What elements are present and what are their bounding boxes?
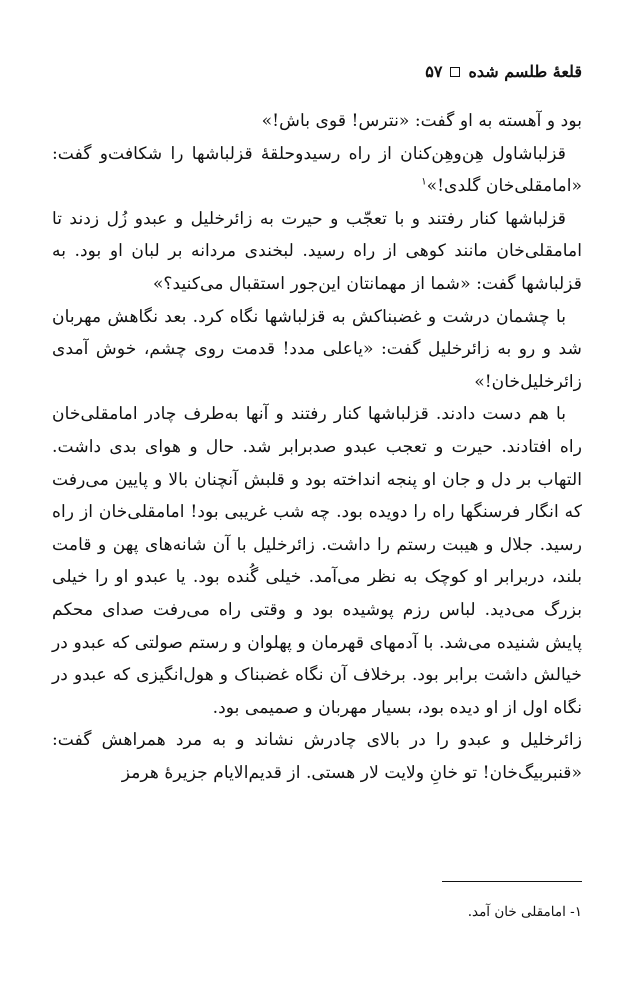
paragraph-text: بود و آهسته به او گفت: «نترس! قوی باش!» [261,111,582,131]
paragraph [52,203,582,301]
footnote [52,902,582,922]
paragraph [52,724,582,789]
paragraph-text: قزلباشها کنار رفتند و با تعجّب و حیرت به زائرخلیل و عبدو زُل زدند تا امامقلی‌خان مانند کوهی از راه رسید. لبخندی مردانه بر لبان او بود. به قزلباشها گفت: «شما از مهمانتان این‌جور استقبال می‌کنید؟» [52,208,582,294]
paragraph [52,301,582,399]
chapter-title: قلعهٔ طلسم شده [468,62,582,81]
footnote-marker: ۱ [421,176,427,188]
header-separator-box [450,67,460,77]
page-number: ۵۷ [425,62,443,81]
footnote-divider [442,881,582,882]
paragraph [52,398,582,724]
footnote-text: ۱- امامقلی خان آمد. [467,904,582,920]
paragraph-text: زائرخلیل و عبدو را در بالای چادرش نشاند و به مرد همراهش گفت: «قنبربیگ‌خان! تو خانِ ولایت لار هستی. از قدیم‌الایام جزیرهٔ هرمز [52,730,582,783]
paragraph-text: قزلباشاول هِن‌وهِن‌کنان از راه رسیدوحلقهٔ قزلباشها را شکافت‌و گفت: «امامقلی‌خان گلدی!» [52,143,582,197]
running-header [40,58,582,86]
paragraph [52,105,582,138]
paragraph-text: با هم دست دادند. قزلباشها کنار رفتند و آنها به‌طرف چادر امامقلی‌خان راه افتادند. حیرت و تعجب عبدو صدبرابر شد. حال و هوای بدی داشت. التهاب بر دل و جان او پنجه انداخته بود و قلبش آنچنان بالا و پایین می‌رفت که انگار فرسنگها راه را دویده بود. چه شب غریبی بود! امامقلی‌خان از راه رسید. جلال و هیبت رستم را داشت. زائرخلیل با آن شانه‌های پهن و قامت بلند، دربرابر او کوچک به نظر می‌آمد. خیلی گُنده بود. یا عبدو او را خیلی بزرگ می‌دید. لباس رزم پوشیده بود و وقتی راه می‌رفت صدای محکم پایش شنیده می‌شد. با آدمهای قهرمان و پهلوان و رستم صولتی که عبدو در خیالش داشت برابر بود. برخلاف آن نگاه غضبناک و هول‌انگیزی که عبدو در نگاه اول از او دیده بود، بسیار مهربان و صمیمی بود. [52,404,582,718]
paragraph [52,138,582,203]
page-body [52,105,582,789]
paragraph-text: با چشمان درشت و غضبناکش به قزلباشها نگاه کرد. بعد نگاهش مهربان شد و رو به زائرخلیل گفت: «یاعلی مدد! قدمت روی چشم، خوش آمدی زائرخلیل‌خان!» [52,306,582,392]
